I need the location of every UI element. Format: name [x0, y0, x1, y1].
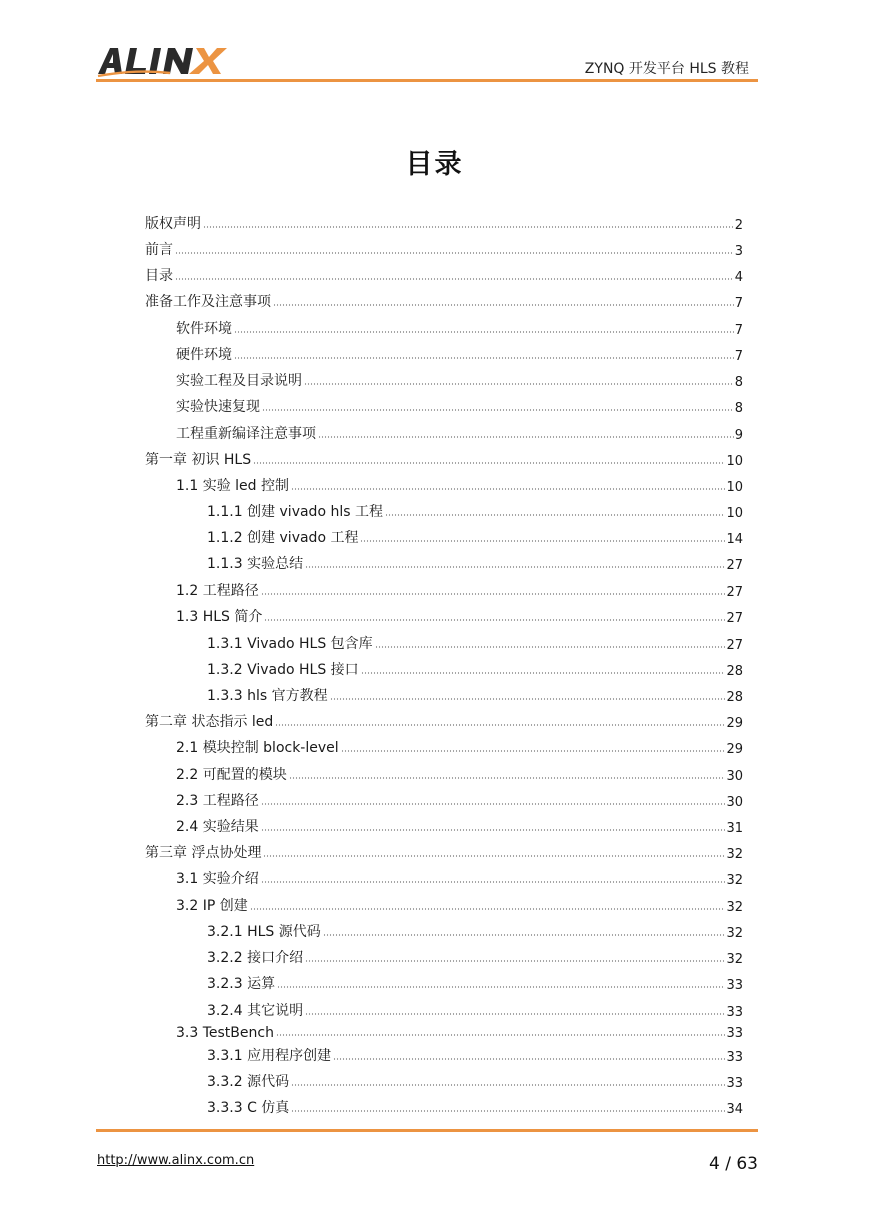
- toc-entry[interactable]: [145, 449, 743, 469]
- toc-dot-leader: [289, 776, 726, 780]
- toc-dot-leader: [250, 907, 726, 911]
- toc-entry-title: 版权声明: [145, 216, 201, 232]
- toc-dot-leader: [291, 1083, 725, 1087]
- toc-entry[interactable]: [176, 816, 743, 836]
- toc-entry-title: 1.3.1 Vivado HLS 包含库: [207, 636, 373, 652]
- toc-entry-title: 2.4 实验结果: [176, 819, 259, 835]
- toc-entry[interactable]: [145, 265, 743, 285]
- page-indicator: 4 / 63: [709, 1154, 758, 1174]
- toc-entry[interactable]: [145, 239, 743, 259]
- toc-dot-leader: [291, 1109, 725, 1113]
- toc-entry-page: 14: [726, 532, 743, 547]
- toc-entry-page: 32: [726, 926, 743, 941]
- toc-entry-page: 33: [726, 1026, 743, 1041]
- toc-entry[interactable]: [176, 737, 743, 757]
- toc-dot-leader: [305, 959, 725, 963]
- toc-entry-page: 8: [734, 401, 743, 416]
- toc-entry[interactable]: [145, 842, 743, 862]
- toc-entry-title: 1.3.3 hls 官方教程: [207, 688, 328, 704]
- page-title: 目录: [405, 149, 464, 180]
- toc-dot-leader: [323, 933, 726, 937]
- toc-dot-leader: [275, 723, 725, 727]
- toc-entry-page: 32: [726, 847, 743, 862]
- toc-entry[interactable]: [176, 606, 743, 626]
- toc-dot-leader: [277, 985, 725, 989]
- toc-entry[interactable]: [176, 344, 743, 364]
- toc-entry[interactable]: [176, 423, 743, 443]
- toc-entry-page: 33: [726, 978, 743, 993]
- toc-entry-page: 30: [726, 795, 743, 810]
- toc-dot-leader: [341, 749, 726, 753]
- toc-entry-title: 1.2 工程路径: [176, 583, 259, 599]
- footer-divider: [96, 1129, 758, 1132]
- toc-entry-title: 实验快速复现: [176, 399, 260, 415]
- toc-entry[interactable]: [207, 1000, 743, 1020]
- toc-entry[interactable]: [176, 868, 743, 888]
- toc-entry[interactable]: [207, 1071, 743, 1091]
- toc-entry-page: 7: [734, 323, 743, 338]
- toc-entry[interactable]: [176, 396, 743, 416]
- toc-entry-title: 3.3.1 应用程序创建: [207, 1048, 332, 1064]
- toc-entry-title: 1.3.2 Vivado HLS 接口: [207, 662, 359, 678]
- toc-entry-title: 第一章 初识 HLS: [145, 452, 252, 468]
- toc-entry-title: 2.3 工程路径: [176, 793, 259, 809]
- toc-entry-title: 3.2.4 其它说明: [207, 1003, 304, 1019]
- toc-entry[interactable]: [207, 553, 743, 573]
- toc-entry-page: 32: [726, 900, 743, 915]
- toc-dot-leader: [276, 1033, 726, 1037]
- toc-entry-title: 第二章 状态指示 led: [145, 714, 274, 730]
- toc-entry[interactable]: [145, 213, 743, 233]
- toc-entry-title: 2.1 模块控制 block-level: [176, 740, 339, 756]
- toc-entry[interactable]: [207, 1045, 743, 1065]
- toc-entry[interactable]: [176, 895, 743, 915]
- toc-entry-page: 3: [734, 244, 743, 259]
- toc-entry-title: 3.1 实验介绍: [176, 871, 259, 887]
- toc-entry-title: 工程重新编译注意事项: [176, 426, 316, 442]
- toc-dot-leader: [330, 697, 726, 701]
- toc-entry[interactable]: [176, 764, 743, 784]
- toc-entry-page: 34: [726, 1102, 743, 1117]
- toc-entry-title: 2.2 可配置的模块: [176, 767, 287, 783]
- toc-entry[interactable]: [176, 370, 743, 390]
- toc-entry-title: 3.3.2 源代码: [207, 1074, 290, 1090]
- toc-entry-title: 前言: [145, 242, 173, 258]
- toc-entry-title: 准备工作及注意事项: [145, 294, 271, 310]
- toc-dot-leader: [261, 828, 726, 832]
- toc-entry[interactable]: [145, 291, 743, 311]
- toc-entry-title: 1.1.2 创建 vivado 工程: [207, 530, 359, 546]
- toc-entry-title: 1.1.1 创建 vivado hls 工程: [207, 504, 383, 520]
- toc-dot-leader: [361, 671, 726, 675]
- toc-entry-page: 28: [726, 690, 743, 705]
- document-title: ZYNQ 开发平台 HLS 教程: [584, 61, 749, 77]
- toc-dot-leader: [175, 277, 734, 281]
- toc-entry-title: 3.3.3 C 仿真: [207, 1100, 290, 1116]
- toc-entry-page: 2: [734, 218, 743, 233]
- toc-entry-title: 3.2.1 HLS 源代码: [207, 924, 321, 940]
- toc-dot-leader: [385, 513, 725, 517]
- toc-dot-leader: [234, 330, 734, 334]
- toc-dot-leader: [253, 461, 725, 465]
- toc-entry-page: 10: [726, 506, 743, 521]
- toc-entry-title: 软件环境: [176, 321, 232, 337]
- toc-dot-leader: [264, 618, 725, 622]
- toc-entry-page: 30: [726, 769, 743, 784]
- toc-entry-page: 29: [726, 742, 743, 757]
- toc-entry-page: 32: [726, 952, 743, 967]
- toc-entry-page: 8: [734, 375, 743, 390]
- toc-dot-leader: [261, 880, 726, 884]
- toc-entry[interactable]: [207, 685, 743, 705]
- toc-entry[interactable]: [207, 921, 743, 941]
- toc-dot-leader: [203, 225, 734, 229]
- toc-entry-title: 目录: [145, 268, 173, 284]
- toc-entry[interactable]: [207, 659, 743, 679]
- toc-entry[interactable]: [207, 947, 743, 967]
- toc-dot-leader: [175, 251, 734, 255]
- toc-entry[interactable]: [207, 527, 743, 547]
- toc-dot-leader: [234, 356, 734, 360]
- toc-entry-page: 33: [726, 1005, 743, 1020]
- toc-entry-page: 29: [726, 716, 743, 731]
- toc-entry-page: 27: [726, 611, 743, 626]
- toc-entry-title: 硬件环境: [176, 347, 232, 363]
- toc-entry[interactable]: [207, 501, 743, 521]
- toc-entry-page: 33: [726, 1050, 743, 1065]
- toc-entry[interactable]: [207, 633, 743, 653]
- toc-entry[interactable]: [207, 973, 743, 993]
- toc-dot-leader: [318, 435, 734, 439]
- toc-entry[interactable]: [176, 1021, 743, 1041]
- toc-entry-page: 9: [734, 428, 743, 443]
- toc-entry-page: 10: [726, 454, 743, 469]
- toc-entry-title: 1.3 HLS 简介: [176, 609, 263, 625]
- toc-entry-title: 3.2.3 运算: [207, 976, 276, 992]
- toc-entry-page: 28: [726, 664, 743, 679]
- toc-entry-title: 实验工程及目录说明: [176, 373, 302, 389]
- toc-dot-leader: [261, 802, 726, 806]
- toc-entry-title: 1.1 实验 led 控制: [176, 478, 290, 494]
- toc-dot-leader: [261, 592, 726, 596]
- toc-dot-leader: [304, 382, 734, 386]
- toc-entry-page: 4: [734, 270, 743, 285]
- toc-dot-leader: [305, 1012, 725, 1016]
- toc-entry-page: 27: [726, 585, 743, 600]
- toc-dot-leader: [333, 1057, 725, 1061]
- toc-entry[interactable]: [176, 790, 743, 810]
- toc-dot-leader: [263, 854, 725, 858]
- toc-entry-title: 3.2.2 接口介绍: [207, 950, 304, 966]
- website-link[interactable]: http://www.alinx.com.cn: [97, 1153, 255, 1168]
- toc-entry-page: 32: [726, 873, 743, 888]
- toc-entry-page: 33: [726, 1076, 743, 1091]
- toc-dot-leader: [262, 408, 734, 412]
- toc-entry-title: 3.3 TestBench: [176, 1025, 274, 1041]
- toc-entry[interactable]: [176, 475, 743, 495]
- toc-entry-title: 第三章 浮点协处理: [145, 845, 262, 861]
- toc-entry-page: 7: [734, 349, 743, 364]
- toc-entry-page: 31: [726, 821, 743, 836]
- toc-entry[interactable]: [207, 1097, 743, 1117]
- toc-entry-page: 27: [726, 558, 743, 573]
- toc-dot-leader: [273, 303, 734, 307]
- toc-dot-leader: [375, 645, 726, 649]
- toc-entry-page: 7: [734, 296, 743, 311]
- toc-entry-page: 10: [726, 480, 743, 495]
- toc-entry[interactable]: [176, 318, 743, 338]
- toc-entry[interactable]: [145, 711, 743, 731]
- toc-entry-page: 27: [726, 638, 743, 653]
- toc-entry-title: 1.1.3 实验总结: [207, 556, 304, 572]
- toc-entry-title: 3.2 IP 创建: [176, 898, 248, 914]
- toc-dot-leader: [291, 487, 725, 491]
- toc-dot-leader: [360, 539, 725, 543]
- toc-entry[interactable]: [176, 580, 743, 600]
- toc-dot-leader: [305, 565, 725, 569]
